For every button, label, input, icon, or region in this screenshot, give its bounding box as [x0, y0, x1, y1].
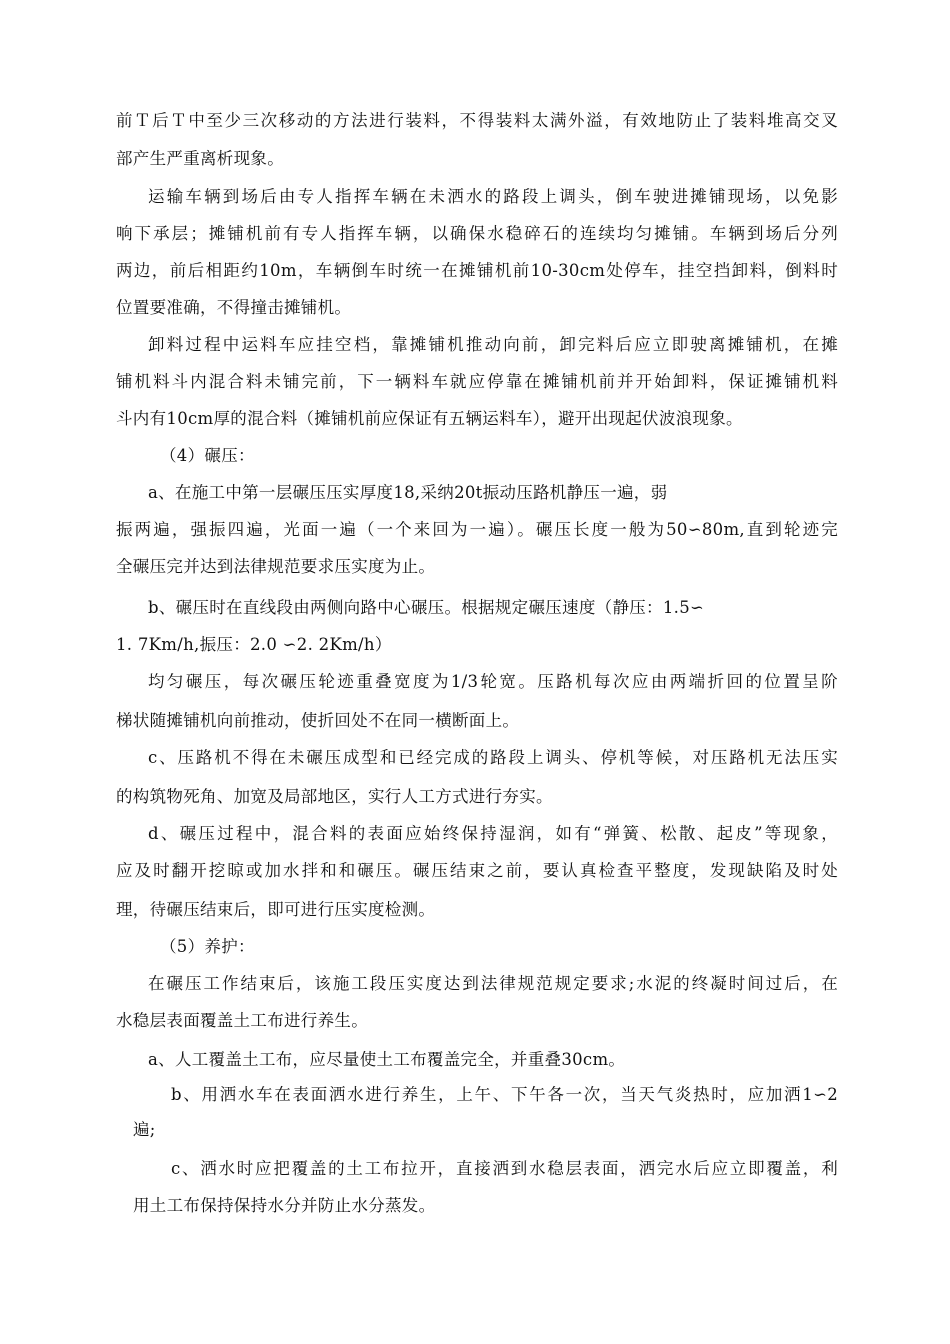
paragraph-line: 部产生严重离析现象。	[116, 149, 284, 168]
paragraph-line: b、用洒水车在表面洒水进行养生，上午、下午各一次，当天气炎热时，应加洒1∽2	[171, 1085, 838, 1104]
paragraph-line: a、在施工中第一层碾压压实厚度18,采纳20t振动压路机静压一遍，弱	[148, 483, 668, 502]
paragraph-line: 的构筑物死角、加宽及局部地区，实行人工方式进行夯实。	[116, 787, 553, 806]
paragraph-line: 在碾压工作结束后，该施工段压实度达到法律规范规定要求;水泥的终凝时间过后，在	[148, 974, 838, 993]
paragraph-line: 全碾压完并达到法律规范要求压实度为止。	[116, 557, 436, 576]
paragraph-line: c、洒水时应把覆盖的土工布拉开，直接洒到水稳层表面，洒完水后应立即覆盖，利	[171, 1159, 838, 1178]
paragraph-line: c、压路机不得在未碾压成型和已经完成的路段上调头、停机等候，对压路机无法压实	[148, 748, 838, 767]
paragraph-line: 梯状随摊铺机向前推动，使折回处不在同一横断面上。	[116, 711, 520, 730]
paragraph-line: 用土工布保持保持水分并防止水分蒸发。	[133, 1196, 436, 1215]
paragraph-line: 应及时翻开挖晾或加水拌和和碾压。碾压结束之前，要认真检查平整度，发现缺陷及时处	[116, 861, 838, 880]
paragraph-line: 1. 7Km/h,振压：2.0 ∽2. 2Km/h）	[116, 635, 392, 654]
paragraph-line: d、碾压过程中，混合料的表面应始终保持湿润，如有“弹簧、松散、起皮”等现象，	[148, 824, 838, 843]
section-heading: （5）养护：	[160, 937, 255, 956]
section-heading: （4）碾压：	[160, 446, 255, 465]
paragraph-line: 位置要准确，不得撞击摊铺机。	[116, 298, 352, 317]
paragraph-line: 运输车辆到场后由专人指挥车辆在未洒水的路段上调头，倒车驶进摊铺现场，以免影	[148, 187, 838, 206]
paragraph-line: 铺机料斗内混合料未铺完前，下一辆料车就应停靠在摊铺机前并开始卸料，保证摊铺机料	[116, 372, 838, 391]
paragraph-line: 前Ｔ后Ｔ中至少三次移动的方法进行装料，不得装料太满外溢，有效地防止了装料堆高交叉	[116, 111, 838, 130]
paragraph-line: a、人工覆盖土工布，应尽量使土工布覆盖完全，并重叠30cm。	[148, 1050, 626, 1069]
paragraph-line: 振两遍，强振四遍，光面一遍（一个来回为一遍）。碾压长度一般为50∽80m,直到轮迹完	[116, 520, 838, 539]
paragraph-line: 理，待碾压结束后，即可进行压实度检测。	[116, 900, 436, 919]
paragraph-line: 均匀碾压，每次碾压轮迹重叠宽度为1/3轮宽。压路机每次应由两端折回的位置呈阶	[148, 672, 838, 691]
paragraph-line: 斗内有10cm厚的混合料（摊铺机前应保证有五辆运料车），避开出现起伏波浪现象。	[116, 409, 743, 428]
paragraph-line: 两边，前后相距约10m，车辆倒车时统一在摊铺机前10-30cm处停车，挂空挡卸料，倒料时	[116, 261, 838, 280]
paragraph-line: 水稳层表面覆盖土工布进行养生。	[116, 1011, 368, 1030]
paragraph-line: 卸料过程中运料车应挂空档，靠摊铺机推动向前，卸完料后应立即驶离摊铺机，在摊	[148, 335, 838, 354]
paragraph-line: 响下承层；摊铺机前有专人指挥车辆，以确保水稳碎石的连续均匀摊铺。车辆到场后分列	[116, 224, 838, 243]
paragraph-line: 遍;	[133, 1120, 156, 1139]
paragraph-line: b、碾压时在直线段由两侧向路中心碾压。根据规定碾压速度（静压：1.5∽	[148, 598, 705, 617]
